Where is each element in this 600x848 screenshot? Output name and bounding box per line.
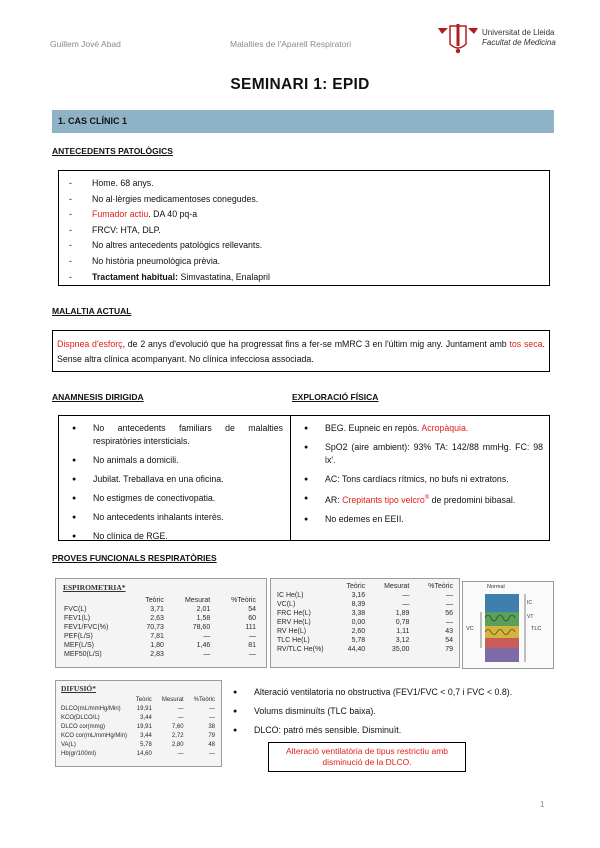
table-row [62, 614, 258, 623]
cell: 48 [208, 742, 215, 748]
cell: 44,40 [347, 646, 366, 653]
spirometry-table [62, 596, 258, 659]
cell: 1,80 [150, 642, 164, 649]
cell: 2,63 [150, 615, 164, 622]
university-crest-icon [436, 22, 480, 56]
cell: 0,78 [395, 619, 410, 626]
cell: 54 [445, 637, 453, 644]
cell: 3,71 [150, 606, 164, 613]
cell: — [402, 592, 410, 599]
table-row [275, 609, 455, 618]
cell: — [249, 633, 256, 640]
list-item: ● Volums disminuïts (TLC baixa). [220, 705, 560, 718]
list-item: ● Alteració ventilatoria no obstructiva (FEV1/FVC < 0,7 i FVC < 0.8). [220, 686, 560, 699]
lung-volumes-diagram-icon [463, 582, 553, 668]
cell: 1,89 [395, 610, 410, 617]
conclusion-box [268, 742, 466, 772]
table-row [275, 636, 455, 645]
university-line-2: Facultat de Medicina [482, 38, 556, 47]
table-row [59, 714, 217, 723]
cell: FVC(L) [64, 606, 87, 613]
crackles-highlight: Crepitants tipo velcro [342, 494, 425, 505]
cell: — [177, 706, 184, 712]
table-header-row [62, 596, 258, 605]
cell: 3,16 [351, 592, 366, 599]
cell: KCO(DLCO/L) [61, 715, 100, 721]
dry-cough-highlight: tos seca [509, 339, 543, 349]
table-row [275, 600, 455, 609]
lung-volumes-table [275, 582, 455, 654]
cell: 3,12 [395, 637, 410, 644]
table-row [62, 605, 258, 614]
cell: 19,91 [136, 724, 152, 730]
cell: 2,60 [351, 628, 366, 635]
table-row [59, 750, 217, 759]
cell: TLC He(L) [277, 637, 310, 644]
cell: VC(L) [277, 601, 296, 608]
cell: 7,60 [171, 724, 184, 730]
list-item: ● No antecedents familiars de malalties respiratòries intersticials. [59, 422, 283, 448]
cell: 2,80 [171, 742, 184, 748]
cell: 5,78 [351, 637, 366, 644]
col-header: %Teòric [428, 583, 453, 590]
university-line-1: Universitat de Lleida [482, 28, 555, 37]
cell: KCO cor(mL/mmHg/Min) [61, 733, 128, 739]
list-item: ● No animals a domicili. [59, 454, 283, 467]
cell: 5,78 [140, 742, 152, 748]
malaltia-text-2: . Sense altra clínica acompanyant. No clínica infecciosa associada. [57, 339, 545, 364]
clubbing-highlight: Acropàquia. [421, 423, 469, 433]
treatment-value: Simvastatina, Enalapril [178, 271, 270, 282]
cell: ERV He(L) [277, 619, 311, 626]
cell: 54 [248, 606, 256, 613]
malaltia-text-1: , de 2 anys d'evolució que ha progressat fins a fer-se mMRC 3 en l'últim mig any. Juntament amb [122, 339, 510, 349]
antecedents-list [59, 171, 549, 285]
table-row [62, 641, 258, 650]
spirometry-title: ESPIROMETRIA* [63, 583, 126, 592]
col-header: Teòric [135, 697, 152, 703]
lung-volumes-table-image [270, 578, 460, 668]
col-header: Teòric [145, 597, 164, 604]
diffusion-title: DIFUSIÓ* [61, 684, 97, 693]
cell: 79 [445, 646, 453, 653]
cell: — [446, 619, 453, 626]
cell: 19,91 [136, 706, 152, 712]
cell: — [209, 715, 215, 721]
cell: 3,38 [351, 610, 366, 617]
cell: 35,00 [391, 646, 410, 653]
cell: RV He(L) [277, 628, 307, 635]
col-header: Mesurat [184, 597, 211, 604]
cell: 111 [245, 624, 256, 631]
registered-mark: ® [424, 495, 430, 501]
cell: 2,83 [150, 651, 164, 658]
antecedents-box [58, 170, 550, 286]
cell: Hb(gr/100ml) [61, 751, 97, 757]
anamnesis-list [59, 422, 283, 549]
list-item: ● SpO2 (aire ambient): 93% TA: 142/88 mmHg. FC: 98 lx'. [291, 441, 543, 467]
cell: IC He(L) [277, 592, 304, 599]
list-item [59, 270, 549, 286]
cell: — [209, 751, 215, 757]
col-header: %Teòric [231, 597, 256, 604]
cell: 8,39 [351, 601, 366, 608]
table-row [59, 705, 217, 714]
cell: — [249, 651, 256, 658]
cell: MEF50(L/S) [64, 651, 102, 658]
malaltia-box [52, 330, 550, 372]
case-section-title: 1. CAS CLÍNIC 1 [58, 116, 128, 126]
col-header: Mesurat [161, 697, 184, 703]
malaltia-paragraph [53, 331, 549, 367]
cell: 14,60 [136, 751, 152, 757]
cell: FEV1/FVC(%) [64, 624, 109, 631]
header-subject: Malalties de l'Aparell Respiratori [230, 39, 352, 49]
cell: 7,81 [150, 633, 164, 640]
cell: 3,44 [140, 733, 152, 739]
list-item: ● DLCO: patró més sensible. Disminuït. [220, 724, 560, 737]
list-item: ● No edemes en EEII. [291, 513, 543, 526]
cell: DLCO cor(mmg) [61, 724, 106, 730]
cell: 78,60 [192, 624, 211, 631]
cell: VA(L) [61, 742, 76, 748]
cell: FRC He(L) [277, 610, 311, 617]
proves-heading: PROVES FUNCIONALS RESPIRATÒRIES [52, 553, 217, 563]
table-row [59, 723, 217, 732]
figure-label-left: VC [466, 626, 474, 632]
figure-label-a: IC [527, 600, 532, 606]
case-section-bar [52, 110, 554, 133]
figure-label-right: TLC [531, 626, 542, 632]
table-row [62, 632, 258, 641]
anamnesis-heading: ANAMNESIS DIRIGIDA [52, 392, 144, 402]
dyspnea-highlight: Dispnea d'esforç [57, 339, 123, 349]
col-header: Teòric [346, 583, 366, 590]
antecedents-heading: ANTECEDENTS PATOLÒGICS [52, 146, 173, 156]
smoker-detail: . DA 40 pq-a [148, 209, 198, 220]
malaltia-heading: MALALTIA ACTUAL [52, 306, 132, 316]
cell: 81 [248, 642, 256, 649]
cell: 79 [208, 733, 215, 739]
cell: RV/TLC He(%) [277, 646, 324, 653]
lung-volumes-figure [462, 581, 554, 669]
diffusion-table-image [55, 680, 222, 767]
figure-label-b: VT [527, 614, 534, 620]
conclusion-text: Alteració ventilatòria de tipus restrictiu amb disminució de la DLCO. [285, 746, 449, 767]
general-state: BEG. Eupneic en repòs. [325, 423, 422, 433]
list-item: ● AC: Tons cardíacs rítmics, no bufs ni extratons. [291, 473, 543, 486]
header-author: Guillem Jové Abad [50, 39, 121, 49]
list-item: - Home. 68 anys. [59, 176, 549, 192]
table-row [62, 623, 258, 632]
table-header-row [275, 582, 455, 591]
list-item: ● No antecedents inhalants interès. [59, 511, 283, 524]
interpretation-list [220, 686, 560, 743]
list-item: - No al·lèrgies medicamentoses conegudes. [59, 192, 549, 208]
cell: — [177, 715, 184, 721]
cell: FEV1(L) [64, 615, 91, 622]
cell: PEF(L/S) [64, 633, 93, 640]
cell: DLCO(mL/mmHg/Min) [61, 706, 121, 712]
list-item [291, 422, 543, 435]
page-title: SEMINARI 1: EPID [230, 76, 370, 93]
smoker-highlight: Fumador actiu [92, 209, 149, 220]
table-row [59, 732, 217, 741]
table-header-row [59, 696, 217, 705]
spirometry-table-image [55, 578, 267, 668]
diffusion-table [59, 696, 217, 759]
ar-label: AR: [325, 494, 343, 505]
cell: — [209, 706, 215, 712]
cell: 70,73 [146, 624, 164, 631]
table-row [275, 591, 455, 600]
cell: 43 [445, 628, 453, 635]
cell: 1,46 [196, 642, 211, 649]
cell: — [402, 601, 410, 608]
list-item: - No història pneumològica prèvia. [59, 254, 549, 270]
cell: — [446, 601, 453, 608]
university-logo [436, 22, 480, 56]
table-row [62, 650, 258, 659]
table-row [275, 627, 455, 636]
anamnesis-exploracio-box [58, 415, 550, 541]
page-number: 1 [540, 800, 545, 809]
cell: — [177, 751, 184, 757]
figure-label-top: Normal [487, 584, 505, 590]
exploracio-list [291, 422, 543, 532]
cell: 60 [248, 615, 256, 622]
table-row [59, 741, 217, 750]
col-header: Mesurat [384, 583, 410, 590]
list-item: - No altres antecedents patològics rellevants. [59, 238, 549, 254]
cell: — [446, 592, 453, 599]
cell: 0,00 [351, 619, 366, 626]
table-row [275, 618, 455, 627]
university-name [482, 28, 556, 48]
cell: 56 [445, 610, 453, 617]
cell: — [203, 651, 211, 658]
cell: MEF(L/S) [64, 642, 94, 649]
col-header: %Teòric [193, 697, 215, 703]
cell: 38 [208, 724, 215, 730]
table-row [275, 645, 455, 654]
treatment-label: Tractament habitual: [92, 271, 179, 282]
list-item: ● No estigmes de conectivopatia. [59, 492, 283, 505]
cell: 2,72 [171, 733, 184, 739]
crackles-detail: de predomini bibasal. [429, 494, 516, 505]
list-item [59, 207, 549, 223]
list-item: - FRCV: HTA, DLP. [59, 223, 549, 239]
cell: 1,58 [196, 615, 211, 622]
list-item [291, 492, 543, 507]
exploracio-heading: EXPLORACIÓ FÍSICA [292, 392, 379, 402]
cell: 1,11 [396, 628, 410, 635]
cell: 3,44 [140, 715, 152, 721]
list-item: ● Jubilat. Treballava en una oficina. [59, 473, 283, 486]
list-item: ● No clínica de RGE. [59, 530, 283, 543]
cell: — [203, 633, 211, 640]
cell: 2,01 [196, 606, 211, 613]
